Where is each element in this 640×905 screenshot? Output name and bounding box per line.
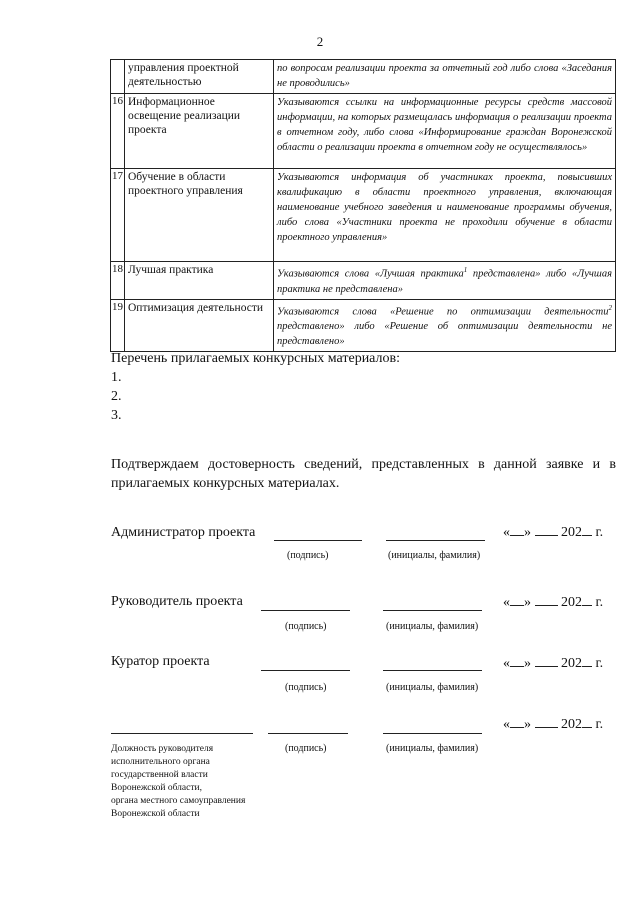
description-text: Указываются слова «Решение по оптимизации деятельности	[277, 306, 609, 317]
head-date: « » 202 г.	[503, 595, 604, 610]
table-row	[111, 169, 616, 262]
row-description: Указываются ссылки на информационные ресурсы средств массовой информации, на которых размещалась информация о реализации проекта в отчетном году, либо слова «Информирование граждан Воронежской области о реализации проекта в отчетном году не осуществлялось»	[274, 94, 616, 169]
signature-caption: (подпись)	[285, 682, 327, 693]
row-name: Информационное освещение реализации проекта	[125, 94, 274, 169]
row-description: Указываются информация об участниках проекта, повысивших квалификацию в области проектного управления, включающая наименование учебного заведения и наименование программы обучения, либо слова «Участники проекта не проходили обучение в области проектного управления»	[274, 169, 616, 262]
executive-date: « » 202 г.	[503, 717, 604, 732]
name-caption: (инициалы, фамилия)	[386, 621, 479, 632]
materials-item: 2.	[111, 389, 122, 404]
row-number: 17	[111, 169, 125, 262]
table-row	[111, 262, 616, 300]
description-text: представлено» либо «Решение об оптимизации деятельности не представлено»	[277, 321, 612, 347]
row-description	[274, 262, 616, 300]
position-line	[111, 733, 253, 734]
admin-label: Администратор проекта	[111, 525, 256, 540]
footnote-mark: 1	[463, 266, 468, 274]
materials-heading: Перечень прилагаемых конкурсных материалов:	[111, 351, 401, 366]
row-name: управления проектной деятельностью	[125, 60, 274, 94]
name-caption: (инициалы, фамилия)	[386, 682, 479, 693]
footnote-mark: 2	[608, 303, 612, 312]
head-signature-line	[261, 610, 350, 611]
row-number: 16	[111, 94, 125, 169]
position-caption-line: государственной власти	[111, 770, 208, 780]
signature-caption: (подпись)	[285, 743, 327, 754]
position-caption-line: органа местного самоуправления	[111, 796, 246, 806]
curator-name-line	[383, 670, 482, 671]
executive-name-line	[383, 733, 482, 734]
head-label: Руководитель проекта	[111, 594, 243, 609]
materials-item: 3.	[111, 408, 122, 423]
row-description: по вопросам реализации проекта за отчетный год либо слова «Заседания не проводились»	[274, 60, 616, 94]
application-table	[110, 59, 616, 352]
position-caption	[111, 743, 245, 821]
materials-item: 1.	[111, 370, 122, 385]
row-name: Лучшая практика	[125, 262, 274, 300]
position-caption-line: Воронежской области,	[111, 783, 202, 793]
confirmation-text: Подтверждаем достоверность сведений, представленных в данной заявке и в прилагаемых конкурсных материалах.	[111, 457, 616, 491]
table-row	[111, 94, 616, 169]
row-number: 18	[111, 262, 125, 300]
admin-name-line	[386, 540, 485, 541]
curator-date: « » 202 г.	[503, 656, 604, 671]
table-row	[111, 299, 616, 352]
row-name: Оптимизация деятельности	[125, 299, 274, 352]
admin-signature-line	[274, 540, 362, 541]
curator-signature-line	[261, 670, 350, 671]
row-number	[111, 60, 125, 94]
admin-date: « » 202 г.	[503, 525, 604, 540]
row-number: 19	[111, 299, 125, 352]
position-caption-line: Должность руководителя	[111, 744, 214, 754]
position-caption-line: Воронежской области	[111, 809, 200, 819]
table-row	[111, 60, 616, 94]
row-name: Обучение в области проектного управления	[125, 169, 274, 262]
signature-caption: (подпись)	[287, 550, 329, 561]
description-text: представлена» либо «Лучшая практика не представлена»	[277, 268, 612, 295]
head-name-line	[383, 610, 482, 611]
curator-label: Куратор проекта	[111, 654, 210, 669]
name-caption: (инициалы, фамилия)	[386, 743, 479, 754]
page-number: 2	[316, 34, 324, 49]
executive-signature-line	[268, 733, 348, 734]
signature-caption: (подпись)	[285, 621, 327, 632]
position-caption-line: исполнительного органа	[111, 757, 210, 767]
row-description	[274, 299, 616, 352]
description-text: Указываются слова «Лучшая практика	[277, 268, 464, 280]
name-caption: (инициалы, фамилия)	[388, 550, 481, 561]
